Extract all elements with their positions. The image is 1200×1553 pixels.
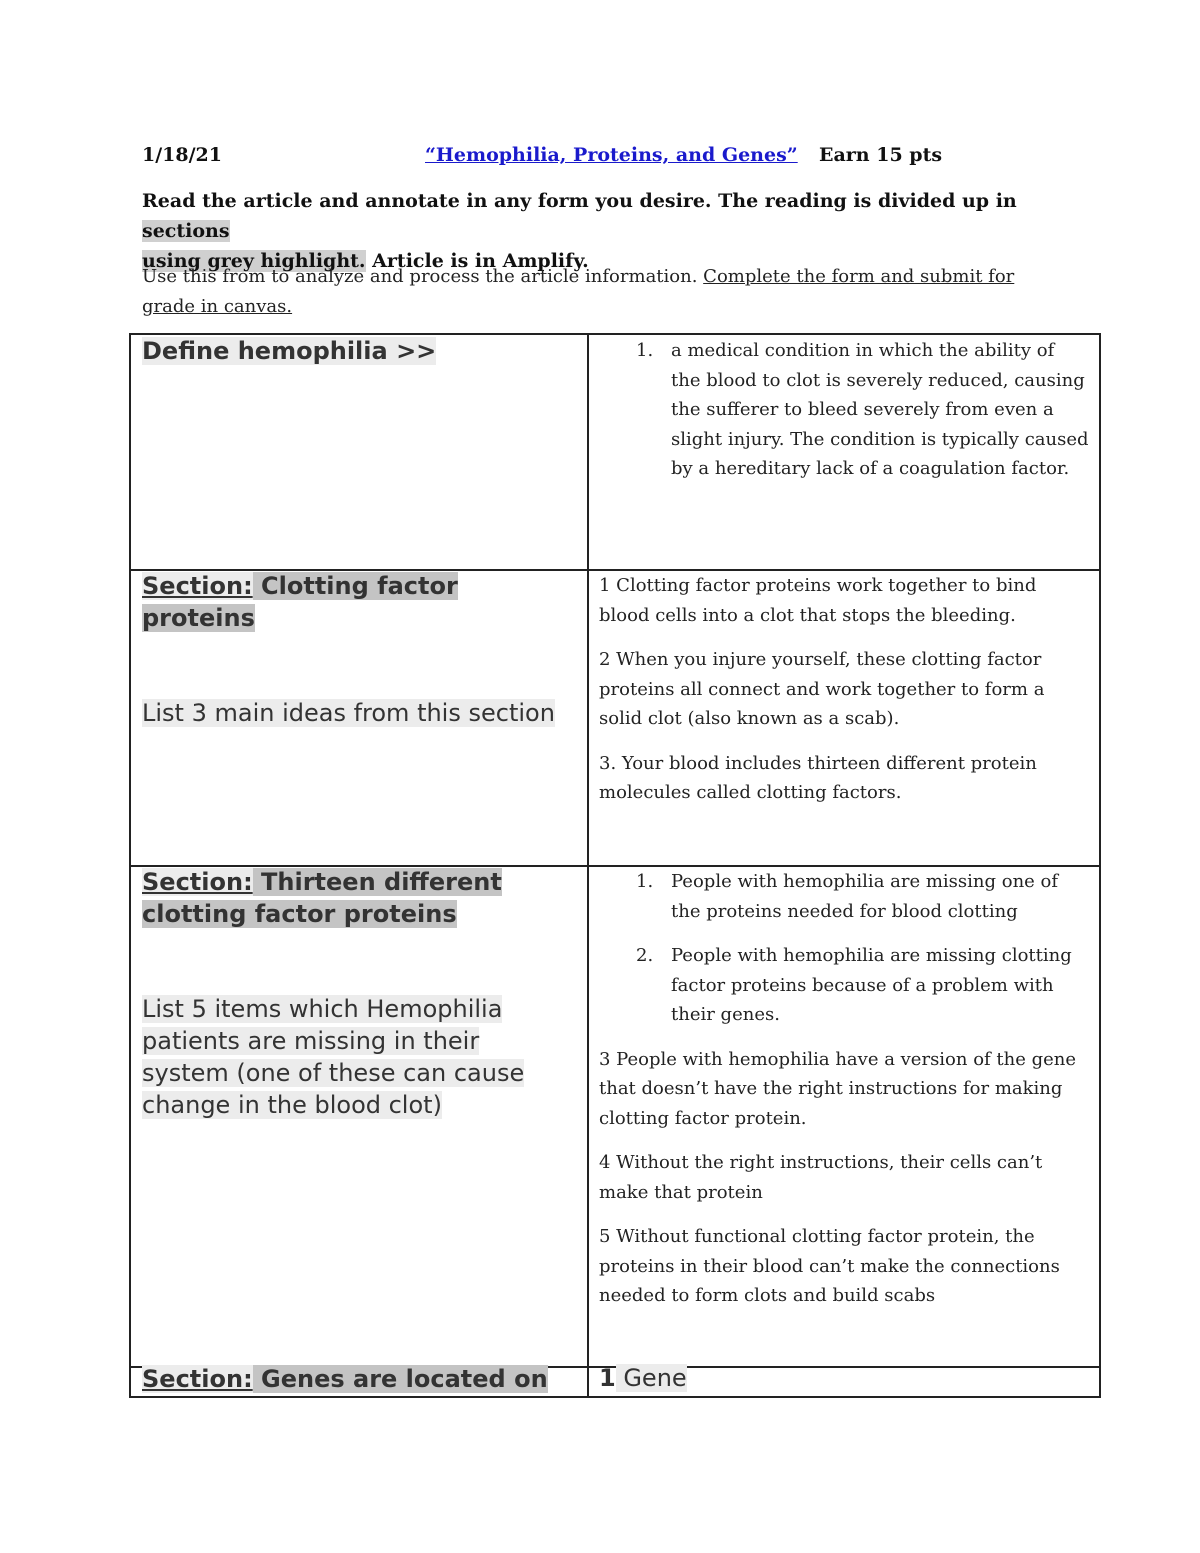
header	[142, 144, 1102, 172]
instructions-highlight-1: sections	[142, 220, 230, 242]
answer-cell[interactable]	[589, 335, 1099, 569]
row-label-cell	[131, 867, 589, 1366]
row-label-cell	[131, 335, 589, 569]
answer-text	[599, 1363, 1089, 1396]
answer-item: 5 Without functional clotting factor protein, the proteins in their blood can’t make the connections needed to form clots and build scabs	[599, 1226, 1060, 1306]
sub-instructions	[142, 262, 1072, 322]
table-row	[131, 1364, 1099, 1396]
answer-item: Gene	[615, 1364, 687, 1392]
section-prompt: List 3 main ideas from this section	[142, 699, 555, 727]
analysis-form-table	[129, 333, 1101, 1398]
answer-item: 1. People with hemophilia are missing one of the proteins needed for blood clotting	[636, 871, 1059, 922]
answer-cell[interactable]	[589, 1364, 1099, 1396]
section-prompt: List 5 items which Hemophilia patients are missing in their system (one of these can cause change in the blood clot)	[142, 995, 525, 1119]
section-heading: Section: Thirteen different clotting factor proteins	[142, 868, 502, 928]
answer-text	[599, 336, 1089, 499]
answer-text	[599, 571, 1089, 823]
row-label-cell	[131, 571, 589, 865]
answer-item: 4 Without the right instructions, their cells can’t make that protein	[599, 1152, 1043, 1203]
answer-number: 1	[599, 1364, 616, 1392]
answer-item: 2 When you injure yourself, these clotting factor proteins all connect and work together to form a solid clot (also known as a scab).	[599, 649, 1045, 729]
answer-cell[interactable]	[589, 571, 1099, 865]
answer-text	[599, 867, 1089, 1326]
section-heading: Section: Clotting factor proteins	[142, 572, 458, 632]
instructions-highlight-2: using grey highlight.	[142, 250, 366, 272]
points-label: Earn 15 pts	[819, 144, 943, 166]
answer-item: 2. People with hemophilia are missing clotting factor proteins because of a problem with their genes.	[636, 945, 1072, 1025]
answer-item: 3 People with hemophilia have a version of the gene that doesn’t have the right instructions for making clotting factor protein.	[599, 1048, 1077, 1129]
row-label-cell	[131, 1365, 589, 1396]
article-title-link[interactable]: “Hemophilia, Proteins, and Genes”	[425, 144, 798, 166]
instructions-text-2: Article is in Amplify.	[365, 250, 589, 272]
answer-item: 1. a medical condition in which the ability of the blood to clot is severely reduced, causing the sufferer to bleed severely from even a slight injury. The condition is typically caused by a hereditary lack of a coagulation factor.	[636, 340, 1089, 479]
sub-instructions-plain: Use this from to analyze and process the article information.	[142, 266, 704, 287]
answer-cell[interactable]	[589, 867, 1099, 1366]
answer-item: 1 Clotting factor proteins work together to bind blood cells into a clot that stops the bleeding.	[599, 575, 1037, 626]
table-row	[131, 867, 1099, 1368]
table-row	[131, 335, 1099, 571]
section-heading: Section: Genes are located on	[142, 1365, 548, 1393]
instructions-text-1: Read the article and annotate in any form you desire. The reading is divided up in	[142, 190, 1017, 212]
assignment-date: 1/18/21	[142, 144, 222, 166]
table-row	[131, 571, 1099, 867]
answer-item: 3. Your blood includes thirteen different protein molecules called clotting factors.	[599, 752, 1037, 803]
define-hemophilia-label: Define hemophilia >>	[142, 337, 437, 365]
sub-instructions-underlined: Complete the form and submit for grade in canvas.	[142, 266, 1015, 317]
